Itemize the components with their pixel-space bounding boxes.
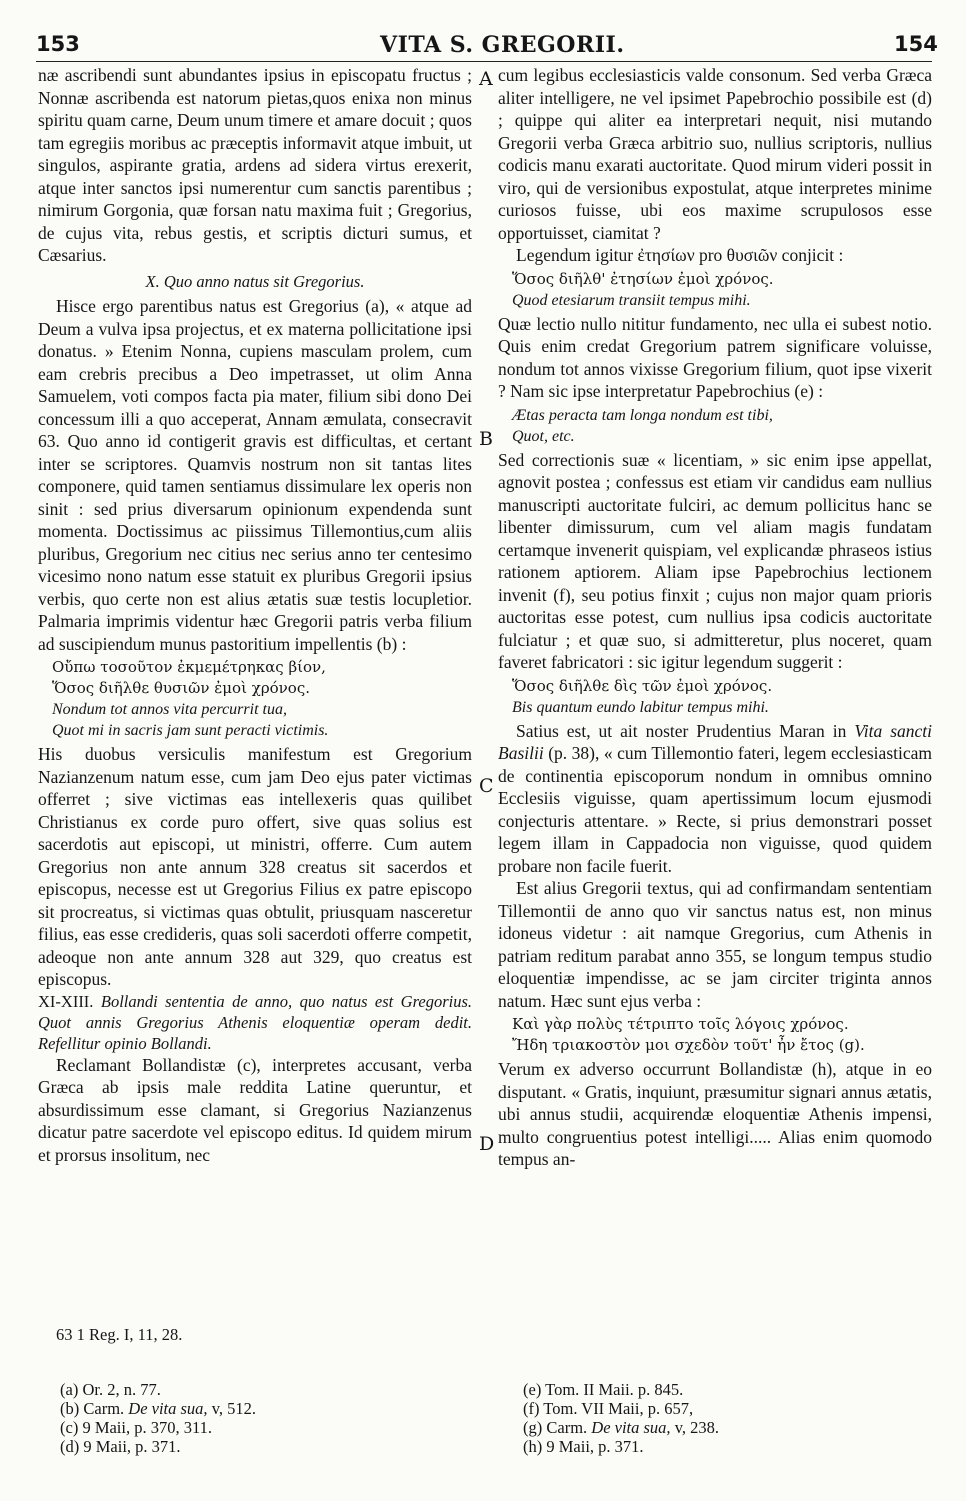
text-run: v, 512. xyxy=(211,1399,256,1418)
footnote-63: 63 1 Reg. I, 11, 28. xyxy=(56,1325,183,1344)
left-paragraph: Hisce ergo parentibus natus est Gregorius (a), « atque ad Deum a vulva ipsa projectus, et ex materna pollicitatione ipsi donatus. » Etenim Nonna, cupiens masculam prolem, cum eam crebris precibus a Deo impetrasset, ut olim Anna Samuelem, voti compos facta pia mater, filium sibi dono Dei concessum illi a quo acceperat, Annam æmulata, consecravit 63. Quo anno id contigerit gravis est difficultas, et certant inter se scriptores. Quamvis nostrum non sit tantas lites componere, quid tamen sentiamus dissimulare lex operis non sinit : sed prius diversarum opinionum expendenda sunt momenta. Doctissimus ac piissimus Tillemontius,cum aliis pluribus, Gregorium nec citius nec serius anno ter centesimo vicesimo nono natum esse statuit ex pluribus Gregorii ipsius verbis, quo certe non est alius ætatis suæ testis locupletior. Palmaria imprimis videntur hæc Gregorii patris verba filium ad suscipiendum munus pastoritium impellentis (b) : xyxy=(38,296,472,654)
footnote-h: (h) 9 Maii, p. 371. xyxy=(523,1437,644,1456)
footnote-g xyxy=(523,1418,719,1437)
margin-letter-a: A xyxy=(479,68,493,90)
text-run: v, 238. xyxy=(674,1418,719,1437)
right-paragraph: Quæ lectio nullo nititur fundamento, nec ulla ei subest notio. Quis enim credat Gregorium patrem significare voluisse, nondum tot annos vixisse Gregorium filium, quot ipse vixerit ? Nam sic ipse interpretatur Papebrochius (e) : xyxy=(498,313,932,401)
latin-verse-line: Ætas peracta tam longa nondum est tibi, xyxy=(512,406,773,424)
footnote-c: (c) 9 Maii, p. 370, 311. xyxy=(60,1418,212,1437)
margin-letter-c: C xyxy=(479,775,494,797)
section-number: XI-XIII. xyxy=(38,991,94,1011)
greek-verse-line: Ὅσος διῆλθ' ἐτησίων ἐμοὶ χρόνος. xyxy=(512,269,774,288)
verse-quote xyxy=(512,676,932,718)
header-rule xyxy=(36,61,932,62)
verse-quote xyxy=(512,405,932,447)
page-number-left: 153 xyxy=(36,32,80,56)
latin-verse-line: Nondum tot annos vita percurrit tua, xyxy=(52,701,287,718)
text-run: (g) Carm. xyxy=(523,1418,588,1437)
verse-quote xyxy=(512,269,932,311)
footnote-f: (f) Tom. VII Maii, p. 657, xyxy=(523,1399,694,1418)
left-column xyxy=(38,64,472,1166)
page-number-right: 154 xyxy=(894,32,938,56)
footnote-a: (a) Or. 2, n. 77. xyxy=(60,1380,161,1399)
right-paragraph: Est alius Gregorii textus, qui ad confirmandam sententiam Tillemontii de anno quo vir sanctus natus est, non minus idoneus videtur : ait namque Gregorius, cum Athenis in patriam reditum parabat anno 355, se longum tempus studio eloquentiæ impendisse, ac se jam circiter triginta annos natum. Hæc sunt ejus verba : xyxy=(498,878,932,1011)
greek-verse-line: Οὔπω τοσοῦτον ἐκμεμέτρηκας βίον, xyxy=(52,658,326,676)
section-title: Bollandi sententia de anno, quo natus est Gregorius. Quot annis Gregorius Athenis eloquentiæ operam dedit. Refellitur opinio Bollandi. xyxy=(38,991,473,1053)
work-title: Vita sancti Basilii xyxy=(498,720,932,763)
text-run: Satius est, ut ait noster Prudentius Maran in xyxy=(516,720,847,741)
left-paragraph: næ ascribendi sunt abundantes ipsius in episcopatu fructus ; Nonnæ ascribenda est natorum pietas,quos enixa non minus spiritu quam carne, Deum unum timere et amare docuit ; quos tam egregiis moribus ac præceptis informavit atque imbuit, ut singulos, aspirante gratia, ardens ad sidera virtus erexerit, atque inter sanctos ipsi numerentur cum sanctis parentibus ; nimirum Gorgonia, quæ forsan natu maxima fuit ; Gregorius, de cujus vita, rebus gestis, et scriptis dicturi sumus, et Cæsarius. xyxy=(38,65,472,265)
greek-verse-line: Ἤδη τριακοστὸν μοι σχεδὸν τοῦτ' ἦν ἔτος (g). xyxy=(512,1036,865,1054)
page-header xyxy=(0,32,966,62)
verse-quote xyxy=(512,1014,932,1056)
greek-verse-line: Καὶ γὰρ πολὺς τέτριπτο τοῖς λόγοις χρόνος. xyxy=(512,1015,849,1033)
footnote-d: (d) 9 Maii, p. 371. xyxy=(60,1437,181,1456)
right-paragraph: Legendum igitur ἐτησίων pro θυσιῶν conjicit : xyxy=(516,245,844,265)
work-title: De vita sua, xyxy=(128,1399,208,1418)
right-paragraph: Sed correctionis suæ « licentiam, » sic enim ipse appellat, agnovit postea ; confessus est etiam vir candidus eam nullius manuscripti auctoritate fulciri, ac demum pollicitus hanc se libenter dimissurum, cum vel aliam magis fundatam certamque invenerit quispiam, vel explicandæ phraseos istius rationem aptiorem. Aliam ipse Papebrochius lectionem invenit (f), seu potius finxit ; cujus non major quam prioris auctoritas esse potest, cum nullius ipsa codicis auctoritate fulciatur ; et quæ suo, si admitteretur, plus noceret, quam faveret fabricatori : sic igitur legendum suggerit : xyxy=(498,449,932,672)
left-paragraph: His duobus versiculis manifestum est Gregorium Nazianzenum natum esse, cum jam Deo ejus pater victimas offerret ; sive victimas eas intellexeris quas quilibet Christianus ex corde puro offert, sive quas solius est sacerdotis aut episcopi, ut ministri, offerre. Cum autem Gregorius non ante annum 328 creatus sit sacerdos et episcopus, necesse est ut Gregorius Filius ex patre episcopo sit procreatus, si victimas quas obtulit, priusquam nasceretur filius, eas esse credideris, quas soli sacerdoti offerre competit, adeoque non ante annum 328 aut 329, quo creatus est episcopus. xyxy=(38,744,472,989)
greek-verse-line: Ὅσος διῆλθε θυσιῶν ἐμοὶ χρόνος. xyxy=(52,679,310,697)
latin-verse-line: Quot mi in sacris jam sunt peracti victimis. xyxy=(52,722,329,739)
margin-letter-b: B xyxy=(479,428,493,450)
footnote-b xyxy=(60,1399,256,1418)
footnotes-right xyxy=(523,1380,719,1456)
running-title: VITA S. GREGORII. xyxy=(380,32,625,58)
verse-quote xyxy=(52,657,472,741)
latin-verse-line: Bis quantum eundo labitur tempus mihi. xyxy=(512,698,769,716)
latin-verse-line: Quod etesiarum transiit tempus mihi. xyxy=(512,291,751,309)
text-run: (p. 38), « cum Tillemontio fateri, legem ecclesiasticam de continentia episcoporum nondum in omnibus omnino Ecclesiis viguisse, quam apertissimum locum ejusmodi conjecturis attentare. » Recte, si prius demonstrari posset legem illam in Cappadocia non viguisse, quod quidem probare non facile fuerit. xyxy=(498,743,932,876)
work-title: De vita sua, xyxy=(591,1418,671,1437)
margin-letter-d: D xyxy=(479,1133,495,1155)
right-paragraph: cum legibus ecclesiasticis valde consonum. Sed verba Græca aliter intelligere, ne vel ipsimet Papebrochio possibile est (d) ; quippe qui aliter ea interpretari nequit, nisi mutando Gregorii verba Græca arbitrio suo, nullius scriptoris, nullius codicis manu exarati auctoritate. Quod mirum videri possit in viro, qui de versionibus expostulat, atque interpretes minime curiosos fuisse, ubi eos maxime scrupulosos esse opportuisset, ciamitat ? xyxy=(498,65,932,243)
section-heading-x: X. Quo anno natus sit Gregorius. xyxy=(145,271,365,291)
right-paragraph: Verum ex adverso occurrunt Bollandistæ (h), atque in eo disputant. « Gratis, inquiunt, præsumitur signari annus ætatis, ubi annus studii, acquirendæ eloquentiæ Athenis impensi, multo congruentius potest intelligi..... Alias enim quomodo tempus an- xyxy=(498,1059,932,1169)
right-paragraph xyxy=(498,720,932,878)
latin-verse-line: Quot, etc. xyxy=(512,427,575,445)
section-heading-xi xyxy=(38,991,472,1054)
left-paragraph: Reclamant Bollandistæ (c), interpretes accusant, verba Græca ab ipsis male reddita Latine queruntur, et absurdissimum esse clamant, si Gregorius Nazianzenus dicatur patre sacerdote vel episcopo editus. Id quidem mirum et prorsus insolitum, nec xyxy=(38,1054,472,1165)
right-column xyxy=(498,64,932,1171)
footnote-e: (e) Tom. II Maii. p. 845. xyxy=(523,1380,684,1399)
footnotes-left xyxy=(60,1380,256,1456)
text-run: (b) Carm. xyxy=(60,1399,125,1418)
greek-verse-line: Ὅσος διῆλθε δὶς τῶν ἐμοὶ χρόνος. xyxy=(512,676,773,695)
